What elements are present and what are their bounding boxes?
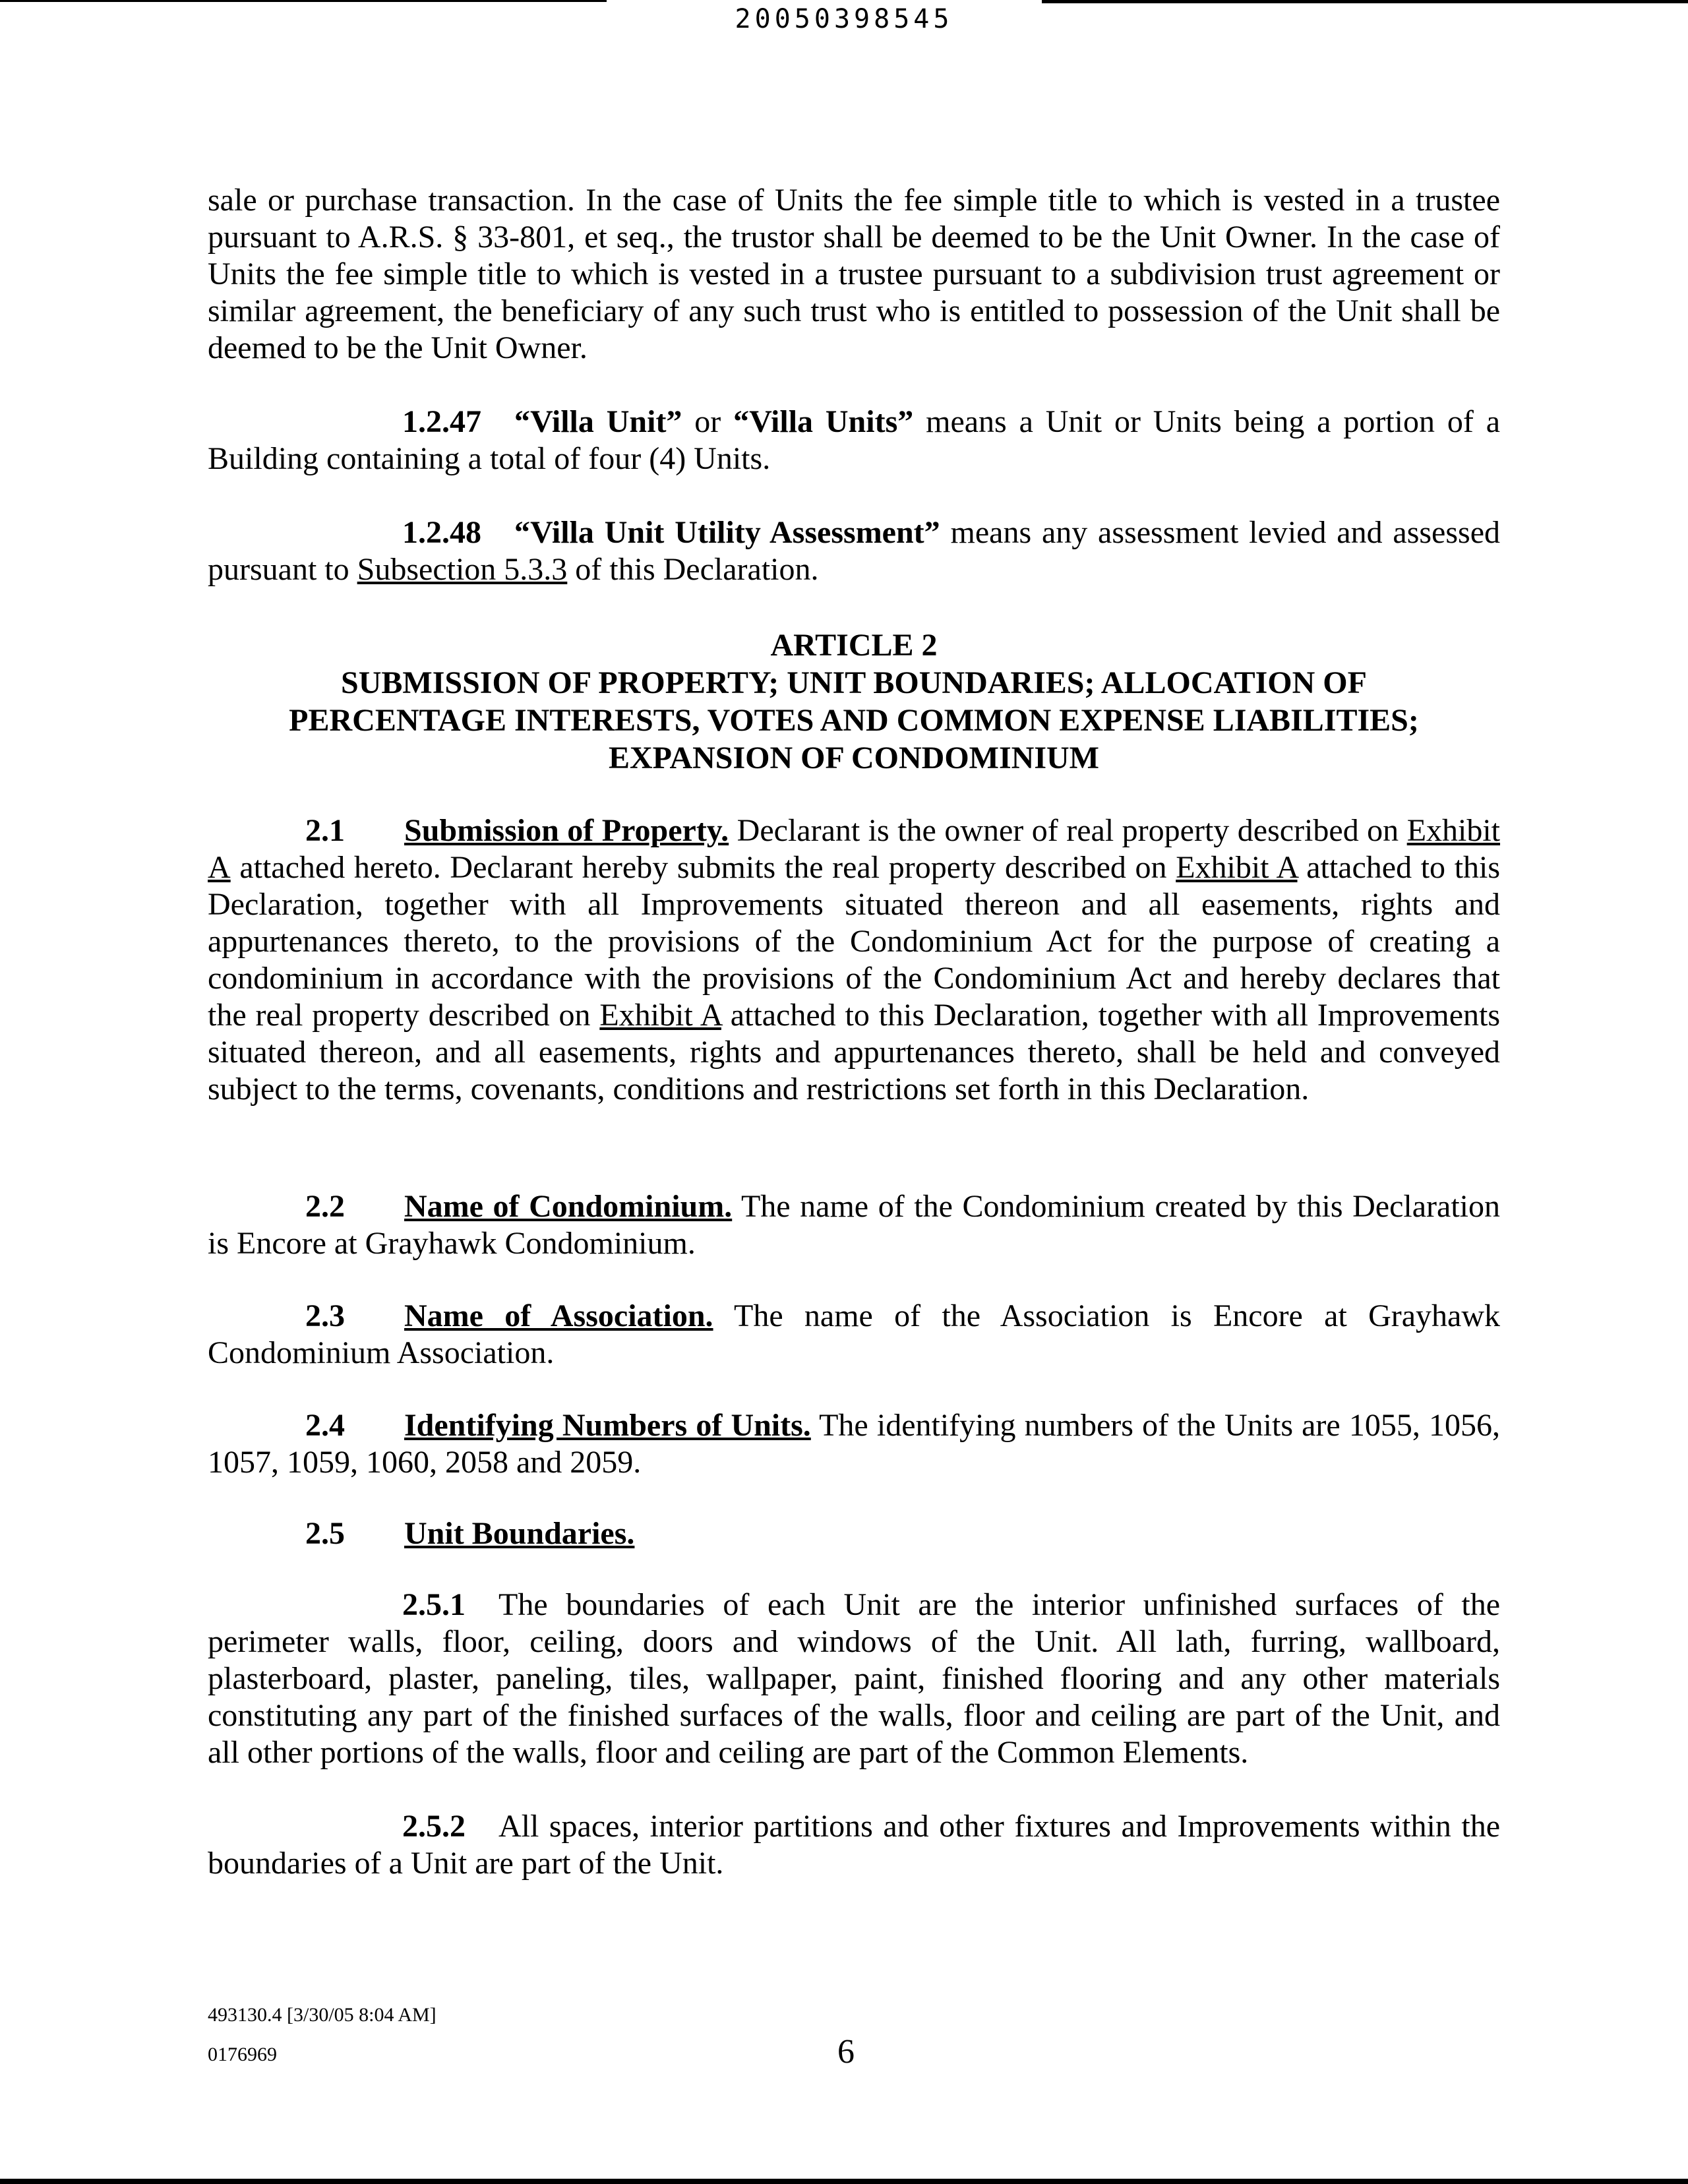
section-heading: Submission of Property.	[404, 813, 729, 848]
section-text: The name of the Condominium created by this Declaration is Encore at Grayhawk Condominium.	[208, 1189, 1501, 1261]
section-2-4	[208, 1407, 1500, 1481]
definition-tail: of this Declaration.	[575, 552, 819, 587]
section-number: 2.5.1	[402, 1587, 466, 1622]
definition-text: means a Unit or Units being a portion of a Building containing a total of four (4) Units.	[208, 404, 1500, 476]
section-number: 2.1	[305, 813, 345, 848]
exhibit-reference: Exhibit A	[599, 998, 721, 1033]
section-number: 2.3	[305, 1298, 345, 1333]
section-text: The name of the Association is Encore at Grayhawk Condominium Association.	[208, 1298, 1501, 1370]
definition-1-2-48	[208, 514, 1500, 588]
paragraph-intro	[208, 182, 1500, 367]
subsection-reference: Subsection 5.3.3	[357, 552, 568, 587]
footer-client-number: 0176969	[208, 2044, 277, 2065]
section-2-5-2	[208, 1808, 1500, 1882]
section-heading: Name of Association.	[404, 1298, 713, 1333]
definition-term: “Villa Unit Utility Assessment”	[514, 515, 940, 550]
section-number: 2.5	[305, 1516, 345, 1551]
section-2-5-1	[208, 1587, 1500, 1771]
section-heading: Name of Condominium.	[404, 1189, 733, 1224]
definition-connector: or	[694, 404, 721, 439]
section-2-3	[208, 1298, 1500, 1372]
scan-edge-bottom	[0, 2179, 1688, 2184]
section-2-2	[208, 1188, 1500, 1262]
definition-number: 1.2.47	[402, 404, 481, 439]
article-subtitle-line-1: SUBMISSION OF PROPERTY; UNIT BOUNDARIES; ALLOCATION OF	[341, 665, 1367, 700]
section-text: attached to this Declaration, together with all Improvements situated thereon, and all easements, rights and appurtenances thereto, shall be held and conveyed subject to the terms, covenants, conditions and restrictions set forth in this Declaration.	[208, 998, 1501, 1107]
definition-text: means any assessment levied and assessed pursuant to	[208, 515, 1501, 587]
section-text: All spaces, interior partitions and other fixtures and Improvements within the boundaries of a Unit are part of the Unit.	[208, 1809, 1500, 1881]
definition-number: 1.2.48	[402, 515, 481, 550]
section-number: 2.5.2	[402, 1809, 466, 1844]
section-number: 2.4	[305, 1408, 345, 1443]
section-heading: Unit Boundaries.	[404, 1516, 635, 1551]
definition-1-2-47	[208, 404, 1500, 477]
section-text: attached to this Declaration, together with all Improvements situated thereon and all easements, rights and appurtenances thereto, to the provisions of the Condominium Act for the purpose of creating a condominium in accordance with the provisions of the Condominium Act and hereby declares that the real property described on	[208, 850, 1501, 1033]
article-subtitle-line-3: EXPANSION OF CONDOMINIUM	[609, 741, 1099, 775]
scan-edge-top-right	[1042, 0, 1688, 3]
exhibit-reference: Exhibit A	[208, 813, 1501, 885]
article-title: ARTICLE 2	[770, 628, 938, 663]
section-2-5	[208, 1515, 1500, 1552]
scan-edge-top-left	[0, 0, 607, 2]
exhibit-reference: Exhibit A	[1176, 850, 1298, 885]
recording-number: 20050398545	[735, 4, 953, 34]
section-number: 2.2	[305, 1189, 345, 1224]
section-text: The identifying numbers of the Units are 1055, 1056, 1057, 1059, 1060, 2058 and 2059.	[208, 1408, 1501, 1480]
section-heading: Identifying Numbers of Units.	[404, 1408, 811, 1443]
article-heading	[208, 626, 1500, 777]
article-subtitle-line-2: PERCENTAGE INTERESTS, VOTES AND COMMON EXPENSE LIABILITIES;	[289, 703, 1419, 738]
page-number: 6	[837, 2033, 855, 2071]
paragraph-intro-text: sale or purchase transaction. In the case of Units the fee simple title to which is vested in a trustee pursuant to A.R.S. § 33-801, et seq., the trustor shall be deemed to be the Unit Owner. In the case of Units the fee simple title to which is vested in a trustee pursuant to a subdivision trust agreement or similar agreement, the beneficiary of any such trust who is entitled to possession of the Unit shall be deemed to be the Unit Owner.	[208, 183, 1500, 365]
definition-term-plural: “Villa Units”	[733, 404, 914, 439]
section-text: attached hereto. Declarant hereby submits the real property described on	[239, 850, 1167, 885]
footer-document-reference: 493130.4 [3/30/05 8:04 AM]	[208, 2004, 437, 2026]
section-2-1	[208, 812, 1500, 1108]
definition-term: “Villa Unit”	[514, 404, 682, 439]
section-text: The boundaries of each Unit are the interior unfinished surfaces of the perimeter walls, floor, ceiling, doors and windows of the Unit. All lath, furring, wallboard, plasterboard, plaster, paneling, tiles, wallpaper, paint, finished flooring and any other materials constituting any part of the finished surfaces of the walls, floor and ceiling are part of the Unit, and all other portions of the walls, floor and ceiling are part of the Common Elements.	[208, 1587, 1500, 1770]
section-text: Declarant is the owner of real property described on	[737, 813, 1399, 848]
